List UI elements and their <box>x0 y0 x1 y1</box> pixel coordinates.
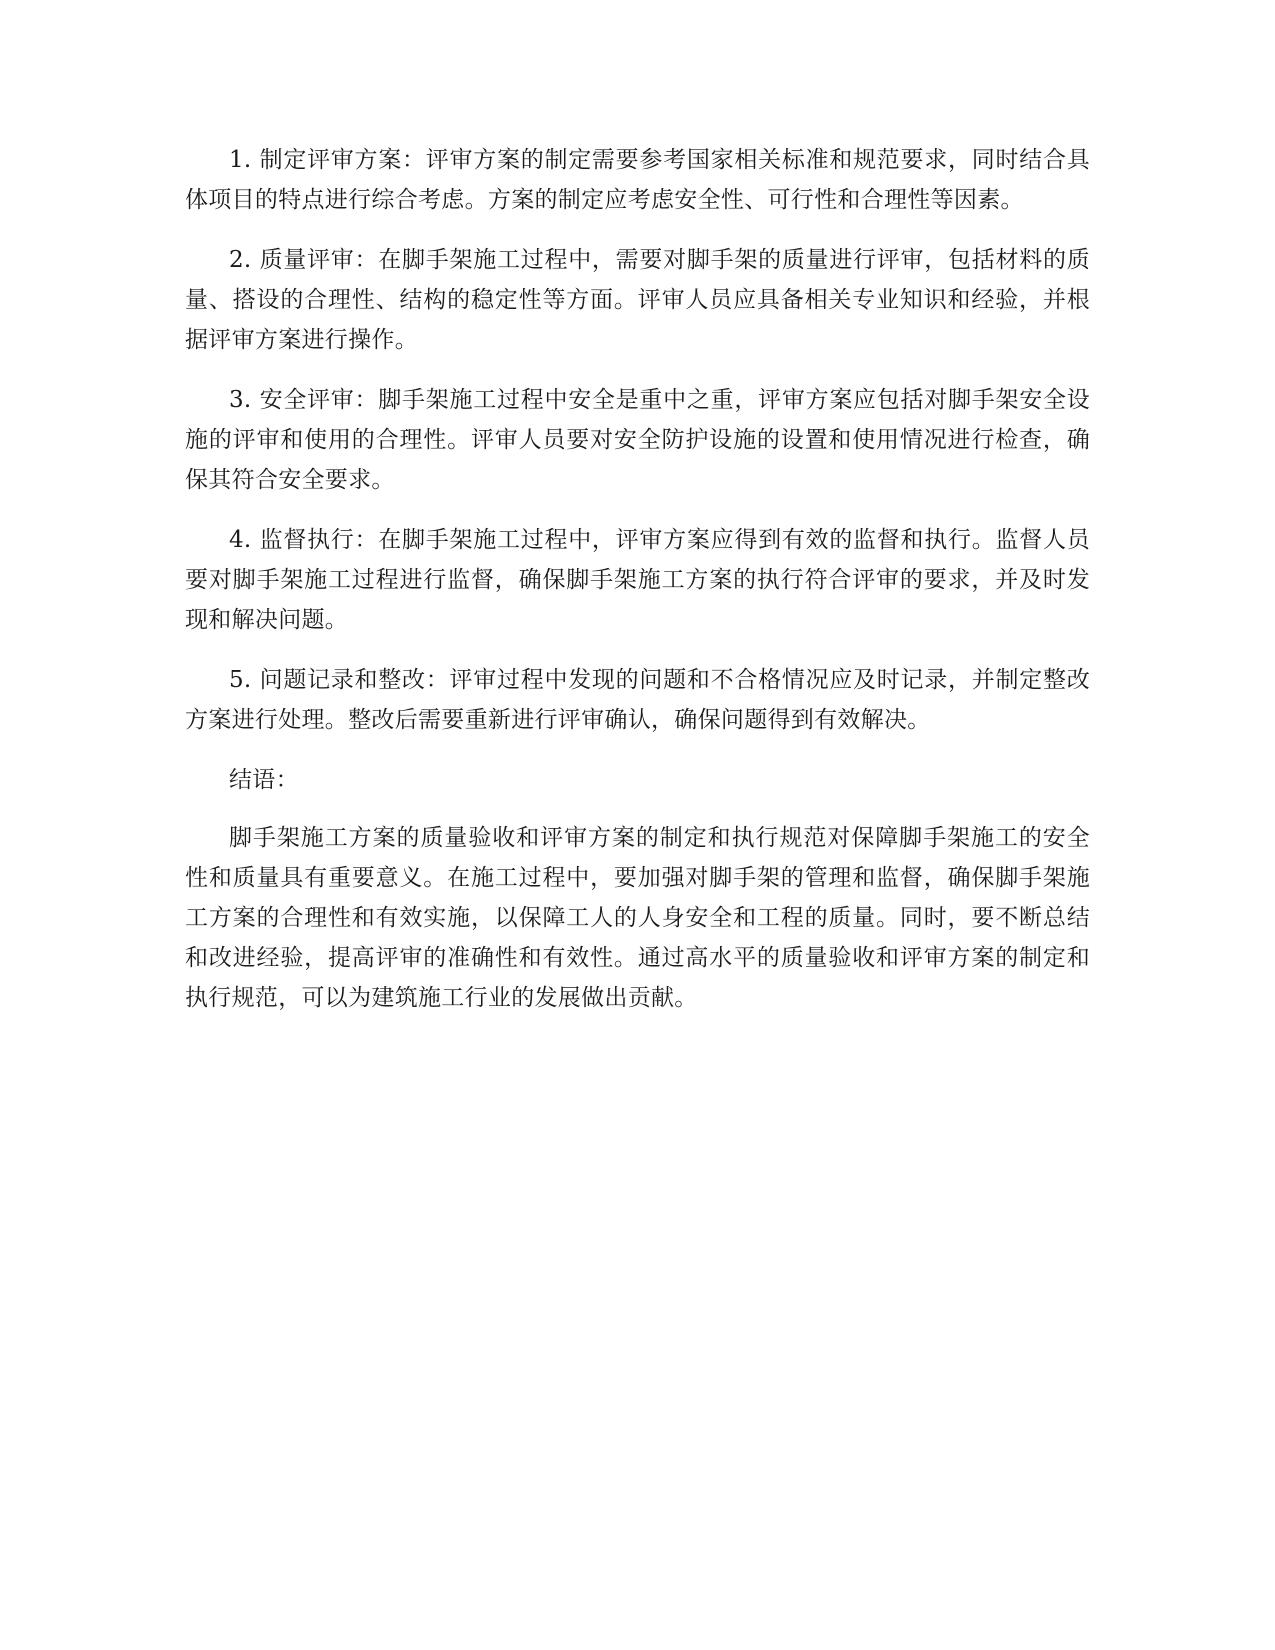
document-page <box>185 140 1090 1038</box>
list-item-1: 1. 制定评审方案：评审方案的制定需要参考国家相关标准和规范要求，同时结合具体项目的特点进行综合考虑。方案的制定应考虑安全性、可行性和合理性等因素。 <box>185 147 1090 213</box>
list-item-2: 2. 质量评审：在脚手架施工过程中，需要对脚手架的质量进行评审，包括材料的质量、搭设的合理性、结构的稳定性等方面。评审人员应具备相关专业知识和经验，并根据评审方案进行操作。 <box>185 247 1090 353</box>
list-item-5: 5. 问题记录和整改：评审过程中发现的问题和不合格情况应及时记录，并制定整改方案进行处理。整改后需要重新进行评审确认，确保问题得到有效解决。 <box>185 667 1090 733</box>
list-item-4: 4. 监督执行：在脚手架施工过程中，评审方案应得到有效的监督和执行。监督人员要对脚手架施工过程进行监督，确保脚手架施工方案的执行符合评审的要求，并及时发现和解决问题。 <box>185 527 1090 633</box>
conclusion-paragraph: 脚手架施工方案的质量验收和评审方案的制定和执行规范对保障脚手架施工的安全性和质量具有重要意义。在施工过程中，要加强对脚手架的管理和监督，确保脚手架施工方案的合理性和有效实施，以保障工人的人身安全和工程的质量。同时，要不断总结和改进经验，提高评审的准确性和有效性。通过高水平的质量验收和评审方案的制定和执行规范，可以为建筑施工行业的发展做出贡献。 <box>185 825 1090 1011</box>
conclusion-heading: 结语： <box>229 767 299 793</box>
list-item-3: 3. 安全评审：脚手架施工过程中安全是重中之重，评审方案应包括对脚手架安全设施的评审和使用的合理性。评审人员要对安全防护设施的设置和使用情况进行检查，确保其符合安全要求。 <box>185 387 1090 493</box>
